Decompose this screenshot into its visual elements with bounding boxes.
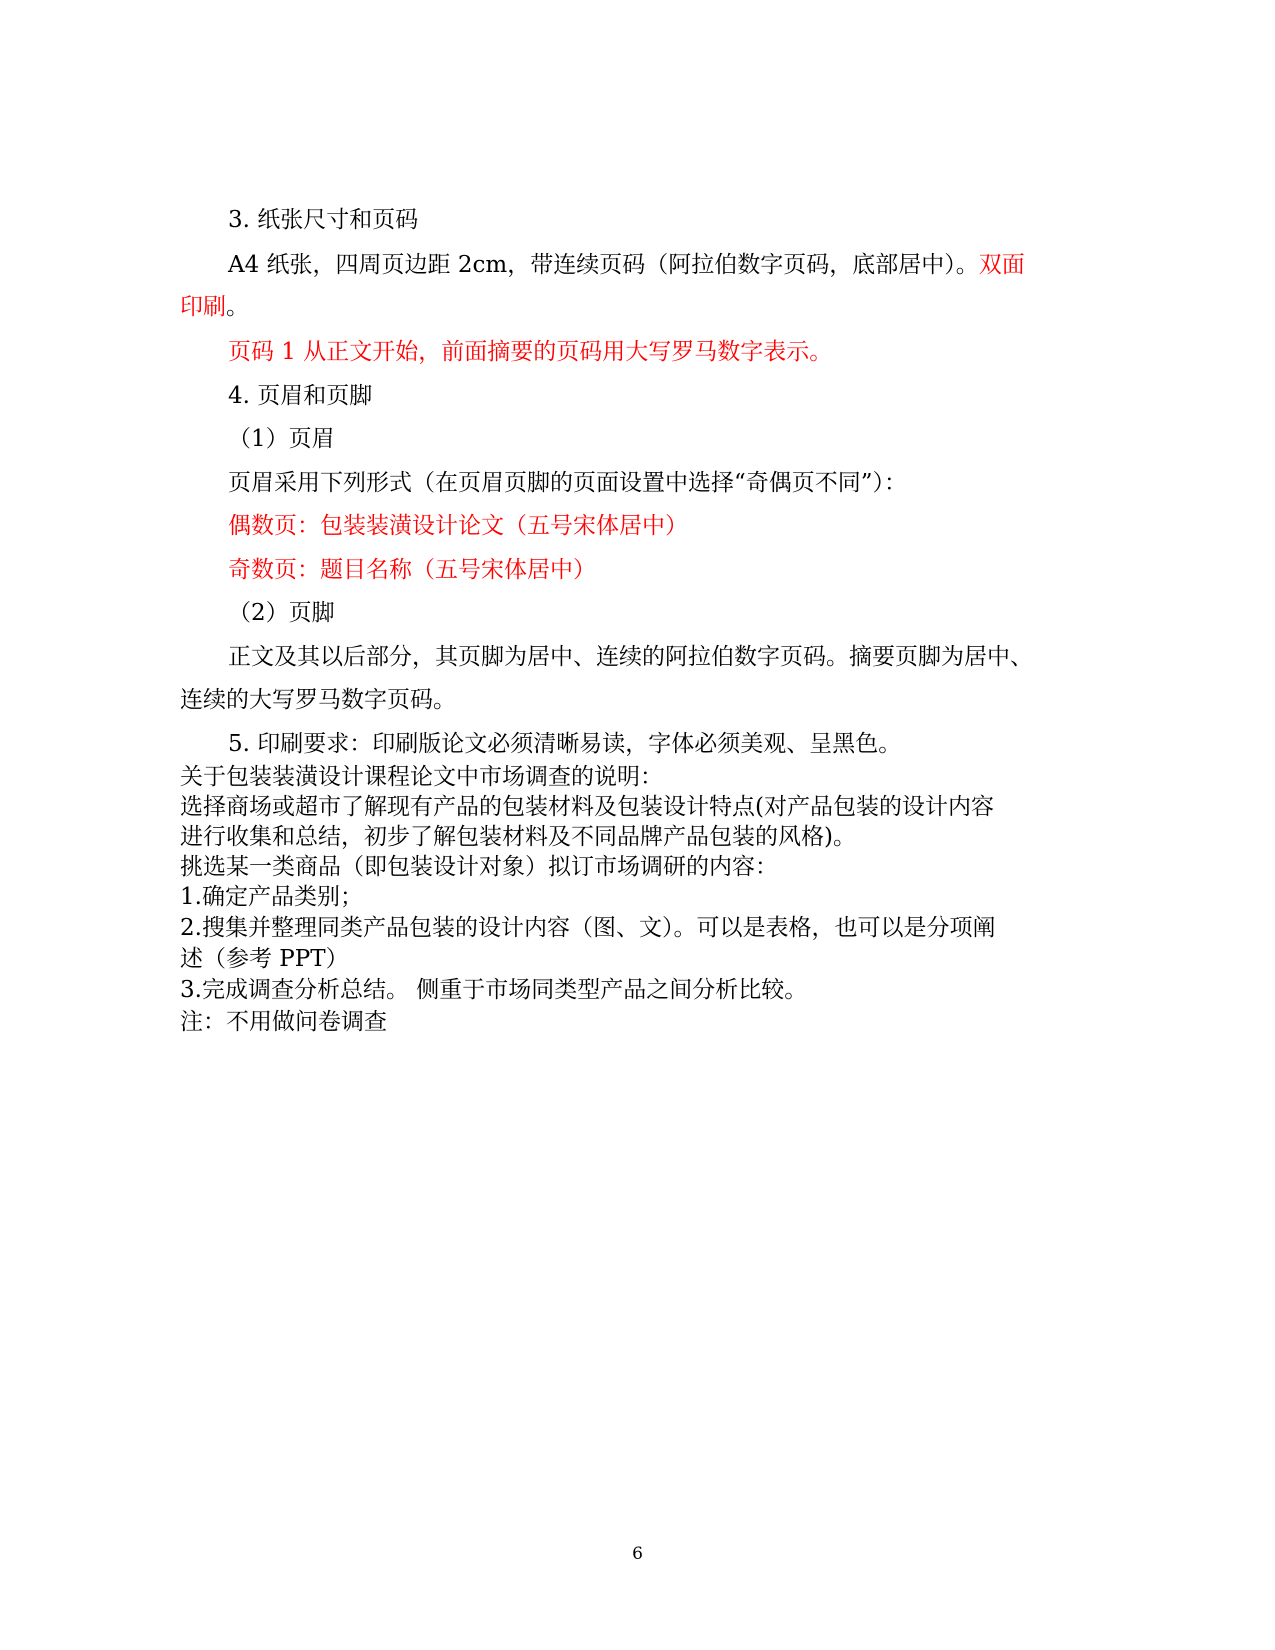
section4-heading: 4. 页眉和页脚 — [228, 383, 373, 409]
market-survey-line1: 选择商场或超市了解现有产品的包装材料及包装设计特点(对产品包装的设计内容 — [180, 794, 994, 820]
footer-description-line2: 连续的大写罗马数字页码。 — [180, 687, 456, 713]
section3-body-line2 — [180, 293, 249, 321]
double-sided-highlight: 双面 — [978, 252, 1025, 278]
footer-description-line1: 正文及其以后部分，其页脚为居中、连续的阿拉伯数字页码。摘要页脚为居中、 — [228, 644, 1033, 670]
market-survey-title: 关于包装装潢设计课程论文中市场调查的说明： — [180, 764, 663, 790]
printing-highlight: 印刷 — [180, 294, 226, 320]
section3-page-number-note: 页码 1 从正文开始，前面摘要的页码用大写罗马数字表示。 — [228, 339, 833, 365]
footer-subheading: （2）页脚 — [228, 600, 335, 626]
section3-body-line1 — [228, 251, 1025, 279]
even-page-header-spec: 偶数页：包装装潢设计论文（五号宋体居中） — [228, 513, 688, 539]
section3-body-end: 。 — [226, 294, 249, 320]
market-survey-line2: 进行收集和总结，初步了解包装材料及不同品牌产品包装的风格)。 — [180, 824, 856, 850]
section3-body-text: A4 纸张，四周页边距 2cm，带连续页码（阿拉伯数字页码，底部居中）。 — [228, 252, 979, 278]
section5-printing-requirements: 5. 印刷要求：印刷版论文必须清晰易读，字体必须美观、呈黑色。 — [228, 731, 902, 757]
header-description: 页眉采用下列形式（在页眉页脚的页面设置中选择“奇偶页不同”）： — [228, 470, 908, 496]
section3-heading: 3. 纸张尺寸和页码 — [228, 207, 419, 233]
header-subheading: （1）页眉 — [228, 426, 335, 452]
list-item-2-line2: 述（参考 PPT） — [180, 946, 349, 972]
list-item-2-line1: 2.搜集并整理同类产品包装的设计内容（图、文）。可以是表格，也可以是分项阐 — [180, 915, 996, 941]
survey-note: 注：不用做问卷调查 — [180, 1009, 387, 1035]
market-survey-line3: 挑选某一类商品（即包装设计对象）拟订市场调研的内容： — [180, 854, 778, 880]
list-item-1: 1.确定产品类别； — [180, 884, 363, 910]
odd-page-header-spec: 奇数页：题目名称（五号宋体居中） — [228, 557, 596, 583]
list-item-3: 3.完成调查分析总结。 侧重于市场同类型产品之间分析比较。 — [180, 977, 808, 1003]
page-number: 6 — [632, 1544, 643, 1564]
